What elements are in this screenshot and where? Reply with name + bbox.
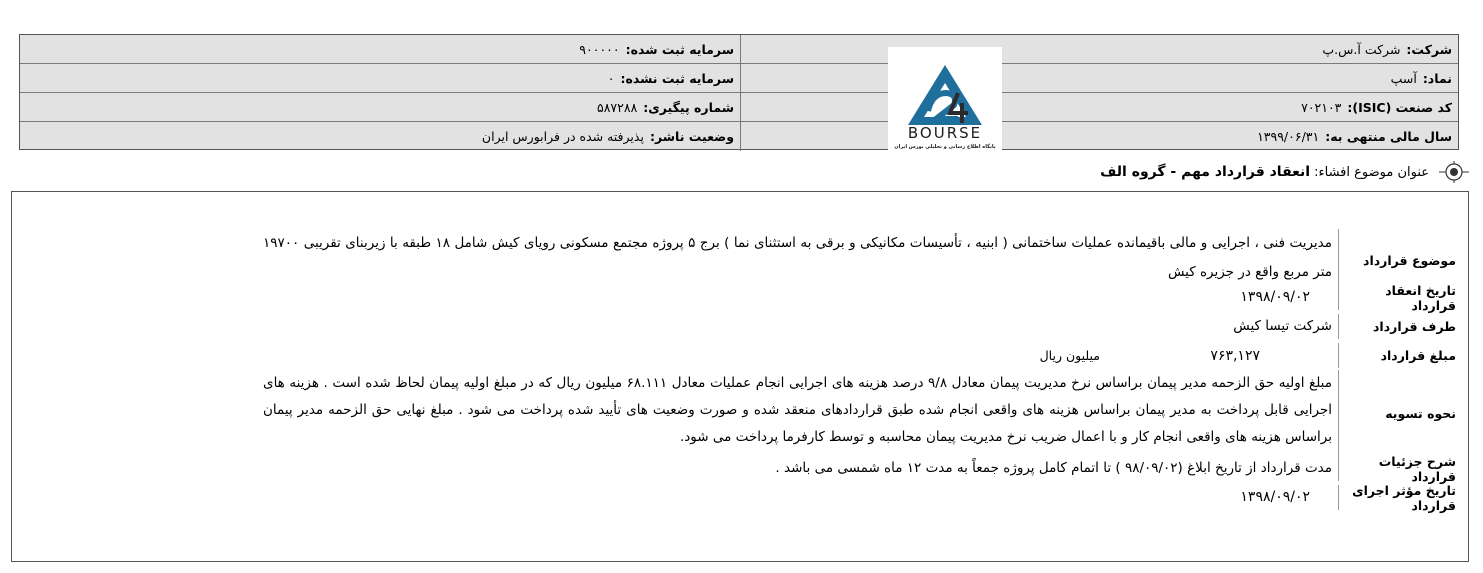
amount-row xyxy=(1040,343,1468,368)
effective-value: ۱۳۹۸/۰۹/۰۲ xyxy=(1240,489,1310,505)
capital-unregistered-label: سرمایه ثبت نشده: xyxy=(620,70,734,86)
fiscal-value: ۱۳۹۹/۰۶/۳۱ xyxy=(1257,129,1320,144)
logo-tagline-text: پایگاه اطلاع رسانی و تحلیلی بورس ایران xyxy=(894,144,996,150)
isic-cell xyxy=(740,93,1458,121)
details-value: مدت قرارداد از تاریخ ابلاغ (۹۸/۰۹/۰۲ ) تا اتمام کامل پروژه جمعاً به مدت ۱۲ ماه شمسی می باشد . xyxy=(775,460,1332,476)
isic-value: ۷۰۲۱۰۳ xyxy=(1301,99,1342,115)
tracking-label: شماره پیگیری: xyxy=(643,99,734,115)
details-row xyxy=(775,453,1468,484)
info-row xyxy=(20,122,1458,151)
title-label: عنوان موضوع افشاء: xyxy=(1314,164,1429,180)
subject-value: مدیریت فنی ، اجرایی و مالی باقیمانده عملیات ساختمانی ( ابنیه ، تأسیسات مکانیکی و برقی به استثنای نما ) برج ۵ پروژه مجتمع مسکونی رویای کیش شامل ۱۸ طبقه با زیربنای تقریبی ۱۹۷۰۰ متر مربع واقع در جزیره کیش xyxy=(263,235,1332,280)
publisher-status-cell xyxy=(20,122,740,151)
info-row xyxy=(20,64,1458,93)
amount-value-wrap xyxy=(1040,343,1338,368)
subject-label: موضوع قرارداد xyxy=(1338,229,1468,291)
tracking-cell xyxy=(20,93,740,121)
effective-label: تاریخ مؤثر اجرای قرارداد xyxy=(1338,485,1468,510)
logo-brand-text: BOURSE xyxy=(907,124,983,142)
bourse-logo xyxy=(888,47,1002,153)
bourse-logo-icon xyxy=(888,47,1002,153)
contract-details-box xyxy=(11,191,1469,562)
party-row xyxy=(1233,314,1468,339)
settlement-value: مبلغ اولیه حق الزحمه مدیر پیمان براساس نرخ مدیریت پیمان معادل ۹/۸ درصد هزینه های اجرایی انجام عملیات معادل ۶۸.۱۱۱ میلیون ریال که در مبلغ اولیه پیمان لحاظ شده است . هزینه های اجرایی قابل پرداخت به مدیر پیمان براساس هزینه های واقعی انجام شده طبق قراردادهای منعقد شده و صورت وضعیت های تأیید شده پرداخت می شود . مبلغ نهایی حق الزحمه مدیر پیمان براساس هزینه های واقعی انجام کار و با اعمال ضریب نرخ مدیریت پیمان محاسبه و توسط کارفرما پرداخت می شود. xyxy=(263,375,1332,445)
capital-unregistered-cell xyxy=(20,64,740,92)
fiscal-label: سال مالی منتهی به: xyxy=(1325,129,1452,144)
company-info-table xyxy=(19,34,1459,150)
fiscal-cell xyxy=(740,122,1458,151)
capital-registered-cell xyxy=(20,35,740,63)
amount-unit: میلیون ریال xyxy=(1039,348,1100,363)
symbol-value: آسپ xyxy=(1390,70,1417,86)
capital-unregistered-value: ۰ xyxy=(607,70,615,86)
party-value: شرکت تیسا کیش xyxy=(1233,318,1332,334)
settlement-row xyxy=(263,370,1468,456)
isic-label: کد صنعت (ISIC): xyxy=(1347,99,1452,115)
capital-registered-label: سرمایه ثبت شده: xyxy=(625,41,734,57)
amount-value: ۷۶۳,۱۲۷ xyxy=(1210,347,1260,364)
disclosure-title xyxy=(1100,160,1471,184)
date-value: ۱۳۹۸/۰۹/۰۲ xyxy=(1240,289,1310,305)
company-cell xyxy=(740,35,1458,63)
amount-label: مبلغ قرارداد xyxy=(1338,343,1468,368)
publisher-status-label: وضعیت ناشر: xyxy=(649,129,734,144)
company-label: شرکت: xyxy=(1406,41,1452,57)
symbol-label: نماد: xyxy=(1422,70,1452,86)
date-label: تاریخ انعقاد قرارداد xyxy=(1338,285,1468,310)
settlement-label: نحوه تسویه xyxy=(1338,370,1468,456)
subject-row xyxy=(263,229,1468,291)
company-value: شرکت آ.س.پ xyxy=(1322,41,1401,57)
effective-row xyxy=(1240,482,1468,513)
target-bullet-icon xyxy=(1437,160,1471,184)
title-value: انعقاد قرارداد مهم - گروه الف xyxy=(1100,164,1311,180)
symbol-cell xyxy=(740,64,1458,92)
tracking-value: ۵۸۷۲۸۸ xyxy=(597,99,638,115)
capital-registered-value: ۹۰۰۰۰۰ xyxy=(579,41,620,57)
publisher-status-value: پذیرفته شده در فرابورس ایران xyxy=(481,129,644,144)
info-row xyxy=(20,93,1458,122)
details-label: شرح جزئیات قرارداد xyxy=(1338,456,1468,481)
date-row xyxy=(1240,282,1468,313)
info-row xyxy=(20,35,1458,64)
party-label: طرف قرارداد xyxy=(1338,314,1468,339)
